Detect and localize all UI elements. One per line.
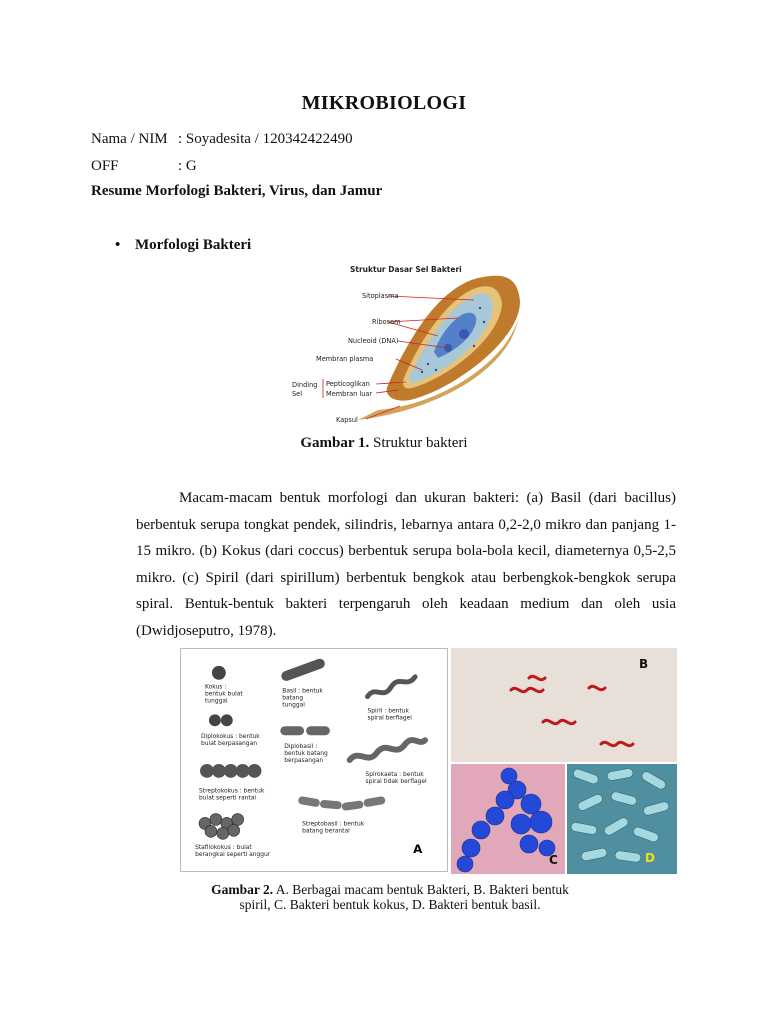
resume-title: Resume Morfologi Bakteri, Virus, dan Jamur	[91, 183, 383, 199]
label-kapsul: Kapsul	[336, 416, 358, 424]
label-membran-plasma: Membran plasma	[316, 355, 374, 363]
label-dinding: Dinding	[292, 381, 318, 389]
info-label: OFF	[91, 158, 119, 174]
figure1-title: Struktur Dasar Sel Bakteri	[350, 265, 462, 274]
label-diplokokus-2: bulat berpasangan	[201, 740, 258, 748]
info-value: : Soyadesita / 120342422490	[178, 131, 353, 147]
figure-2a-bacteria-shapes	[180, 648, 448, 872]
body-paragraph	[136, 485, 676, 645]
figure1-caption-bold: Gambar 1.	[300, 435, 370, 451]
staphylococcus-drawing	[199, 814, 244, 840]
figure-2c-coccus-photo	[451, 764, 565, 874]
label-diplokokus-1: Diplokokus : bentuk	[201, 733, 260, 741]
label-sel: Sel	[292, 390, 303, 398]
spirillum-drawing	[368, 677, 416, 697]
figure2-caption-text: A. Berbagai macam bentuk Bakteri, B. Bakteri bentuk spiril, C. Bakteri bentuk kokus, D. Bakteri bentuk basil.	[239, 882, 569, 912]
panel-letter-a: A	[413, 842, 423, 857]
label-monokokus-3: tunggal	[204, 697, 228, 705]
section-heading-morfologi-bakteri	[115, 237, 251, 254]
label-diplobasil-1: Diplobasil :	[284, 743, 318, 751]
label-stafilokokus-2: berangkai seperti anggur	[195, 851, 271, 859]
info-label: Nama / NIM	[91, 131, 168, 147]
label-monokokus-2: bentuk bulat	[204, 690, 243, 698]
label-spirokaeta-1: Spirokaeta : bentuk	[365, 770, 424, 778]
info-value: : G	[178, 158, 197, 174]
figure1-caption-text: Struktur bakteri	[369, 435, 468, 451]
label-basil-2: batang	[282, 694, 304, 702]
label-diplobasil-3: berpasangan	[284, 756, 324, 764]
panel-letter-b: B	[639, 657, 649, 671]
label-basil-1: Basil : bentuk	[282, 687, 323, 695]
label-diplobasil-2: bentuk batang	[284, 750, 328, 758]
label-peptidoglikan: Pepticoglikan	[326, 380, 370, 388]
label-ribosom: Ribosom	[372, 318, 401, 326]
streptobacillus-drawing	[298, 796, 386, 811]
page-title: MIKROBIOLOGI	[301, 92, 467, 114]
diplobacillus-drawing	[280, 726, 330, 735]
label-monokokus-1: Kokus :	[204, 683, 227, 691]
label-basil-3: tunggal	[282, 701, 305, 709]
panel-letter-c: C	[549, 853, 558, 867]
bullet-icon: •	[115, 237, 121, 253]
figure2-caption-bold: Gambar 2.	[211, 882, 274, 897]
label-streptokokus-1: Streptokokus : bentuk	[199, 787, 265, 795]
spirochaete-drawing	[350, 740, 425, 760]
nucleoid-blob	[459, 329, 469, 339]
label-membran-luar: Membran luar	[326, 390, 373, 398]
figure-bacteria-structure	[288, 260, 520, 430]
info-row-nama	[91, 131, 353, 148]
bacillus-drawing	[280, 657, 326, 682]
coccus-drawing	[212, 666, 226, 680]
label-streptobasil-2: batang berantai	[302, 827, 350, 835]
streptococcus-drawing	[200, 764, 261, 778]
info-row-off	[91, 158, 197, 175]
panel-letter-d: D	[645, 851, 655, 865]
section-heading-text: Morfologi Bakteri	[135, 237, 252, 253]
label-stafilokokus-1: Stafilokokus : bulat	[195, 844, 252, 852]
label-sitoplasma: Sitoplasma	[362, 292, 399, 300]
label-nukleoid: Nucleoid (DNA)	[348, 337, 399, 345]
figure-2b-spirillum-photo	[451, 648, 677, 762]
figure1-caption	[0, 435, 768, 452]
figure-2d-bacillus-photo	[567, 764, 677, 874]
label-streptobasil-1: Streptobasil : bentuk	[302, 820, 365, 828]
figure2-caption	[200, 882, 580, 912]
diplococcus-drawing	[209, 714, 221, 726]
label-spirokaeta-2: spiral tidak berflagel	[365, 777, 427, 785]
label-streptokokus-2: bulat seperti rantai	[199, 794, 257, 802]
paragraph-text: Macam-macam bentuk morfologi dan ukuran bakteri: (a) Basil (dari bacillus) berbentuk serupa tongkat pendek, silindris, lebarnya antara 0,2-2,0 mikro dan panjang 1-15 mikro. (b) Kokus (dari coccus) berbentuk serupa bola-bola kecil, diameternya 0,5-2,5 mikro. (c) Spiril (dari spirillum) berbentuk bengkok atau berbengkok-bengkok serupa spiral. Bentuk-bentuk bakteri terpengaruh oleh keadaan medium dan oleh usia (Dwidjoseputro, 1978).	[136, 490, 676, 639]
label-spiril-1: Spiril : bentuk	[367, 707, 409, 715]
label-spiril-2: spiral berflagel	[367, 714, 412, 722]
diplococcus-drawing	[221, 714, 233, 726]
